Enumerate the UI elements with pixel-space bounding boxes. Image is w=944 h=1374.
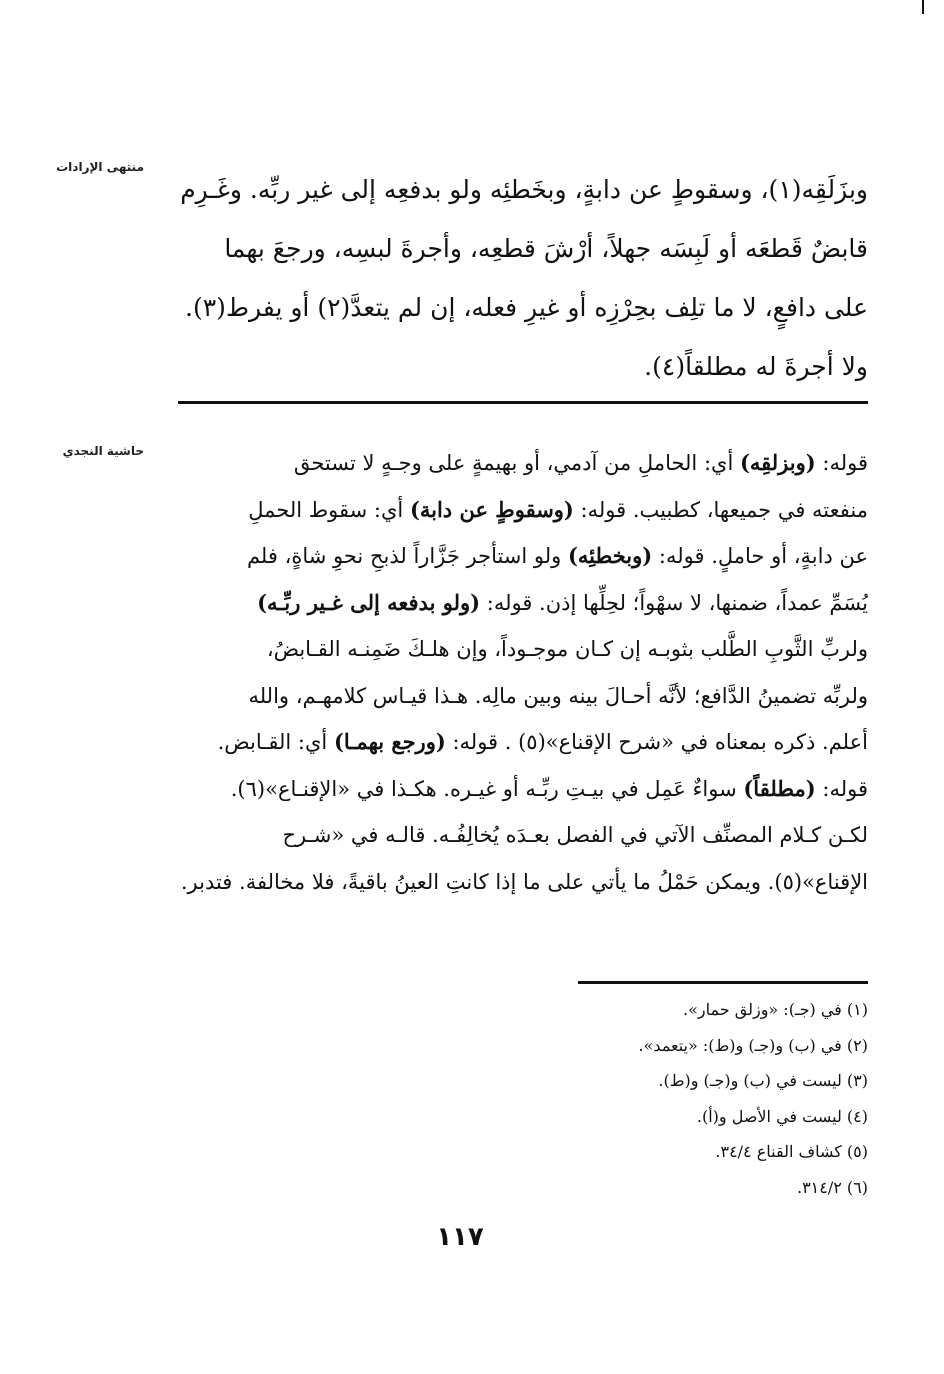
footnote: (١) في (جـ): «وزلق حمار».	[683, 1000, 868, 1019]
side-label-main-text: منتهى الإرادات	[56, 160, 144, 174]
main-text-line: وبزَلَقِه(١)، وسقوطٍ عن دابةٍ، وبخَطئِه ولو بدفعِه إلى غير ربِّه. وغَـرِم	[180, 175, 868, 204]
commentary-line: لكـن كـلام المصنِّف الآتي في الفصل بعـدَه يُخالِفُـه. قالـه في «شـرح	[282, 823, 868, 847]
commentary-line: يُسَمِّ عمداً، ضمنها، لا سهْواً؛ لحِلِّها إذن. قوله: (ولو بدفعه إلى غـير ربِّـه)	[257, 589, 868, 615]
commentary-line: ولربِّ الثَّوبِ الطَّلب بثوبـه إن كـان موجـوداً، وإن هلـكَ ضَمِنـه القـابضُ،	[266, 637, 868, 661]
commentary-line: عن دابةٍ، أو حاملٍ. قوله: (وبخطئِه) ولو استأجر جَزَّاراً لذبحِ نحوِ شاةٍ، فلم	[246, 543, 868, 568]
footnote: (٣) ليست في (ب) و(جـ) و(ط).	[658, 1071, 868, 1090]
main-text-line: على دافعٍ، لا ما تلِف بحِرْزِه أو غيرِ فعله، إن لم يتعدَّ(٢) أو يفرط(٣).	[185, 293, 868, 322]
footnote: (٤) ليست في الأصل و(أ).	[696, 1106, 868, 1126]
commentary-line: ولربِّه تضمينُ الدَّافع؛ لأنَّه أحـالَ بينه وبين مالِه. هـذا قيـاس كلامهـم، والله	[248, 683, 868, 708]
commentary-line: قوله: (مطلقاً) سواءٌ عَمِل في بيـتِ ربِّـه أو غيـره. هكـذا في «الإقنـاع»(٦).	[230, 775, 868, 801]
commentary-line: أعلم. ذكره بمعناه في «شرح الإقناع»(٥) . قوله: (ورجع بهمـا) أي: القـابض.	[217, 729, 868, 754]
section-divider	[178, 401, 868, 404]
side-label-commentary: حاشية النجدي	[62, 444, 144, 458]
main-text-line: قابضٌ قَطعَه أو لَبِسَه جهلاً، أرْشَ قطعِه، وأجرةَ لبسِه، ورجعَ بهما	[224, 234, 868, 263]
corner-mark	[912, 0, 924, 14]
footnote-divider	[578, 981, 868, 984]
footnote: (٢) في (ب) و(جـ) و(ط): «يتعمد».	[638, 1035, 868, 1055]
footnote: (٥) كشاف القناع ٣٤/٤.	[715, 1142, 868, 1161]
footnote: (٦) ٣١٤/٢.	[796, 1177, 868, 1197]
main-text-block	[178, 160, 868, 396]
footnotes	[540, 992, 868, 1205]
commentary-line: منفعته في جميعها، كطبيب. قوله: (وسقوطٍ عن دابة) أي: سقوط الحملِ	[248, 496, 868, 522]
main-text-line: ولا أجرةَ له مطلقاً(٤).	[644, 352, 868, 381]
commentary-line: قوله: (وبزلقِه) أي: الحاملِ من آدمي، أو بهيمةٍ على وجـهٍ لا تستحق	[293, 450, 868, 475]
commentary-line: الإقناع»(٥). ويمكن حَمْلُ ما يأتي على ما إذا كانتِ العينُ باقيةً، فلا مخالفة. فتدبر.	[180, 869, 868, 894]
commentary-block	[178, 440, 868, 905]
page-number: ١١٧	[436, 1222, 484, 1252]
